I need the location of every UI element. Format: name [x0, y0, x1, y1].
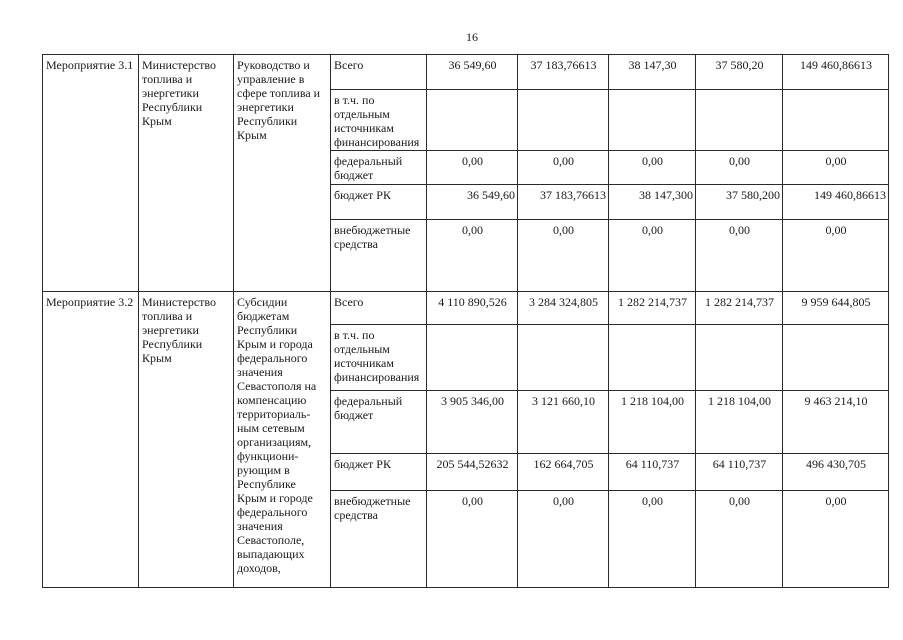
description-cell: Руководство и управление в сфере топлива и энергетики Республики Крым — [234, 55, 331, 292]
value-cell: 162 664,705 — [518, 454, 609, 491]
value-cell: 0,00 — [783, 151, 889, 185]
value-cell: 149 460,86613 — [783, 185, 889, 220]
value-cell: 0,00 — [609, 491, 696, 588]
value-cell: 0,00 — [696, 220, 783, 292]
table-row — [43, 55, 889, 90]
value-cell: 1 282 214,737 — [609, 292, 696, 325]
value-cell — [696, 90, 783, 151]
value-cell: 0,00 — [427, 151, 518, 185]
value-cell: 205 544,52632 — [427, 454, 518, 491]
value-cell — [696, 325, 783, 391]
value-cell: 4 110 890,526 — [427, 292, 518, 325]
budget-table — [42, 54, 889, 588]
source-cell: бюджет РК — [331, 454, 427, 491]
value-cell: 0,00 — [783, 491, 889, 588]
executor-cell: Министерство топлива и энергетики Республики Крым — [139, 55, 234, 292]
table-row — [43, 292, 889, 325]
value-cell: 0,00 — [696, 491, 783, 588]
page-number: 16 — [466, 30, 478, 44]
value-cell: 3 121 660,10 — [518, 391, 609, 454]
value-cell: 9 463 214,10 — [783, 391, 889, 454]
value-cell — [427, 90, 518, 151]
value-cell: 64 110,737 — [696, 454, 783, 491]
value-cell: 36 549,60 — [427, 185, 518, 220]
value-cell: 0,00 — [696, 151, 783, 185]
value-cell: 0,00 — [783, 220, 889, 292]
value-cell: 37 183,76613 — [518, 55, 609, 90]
value-cell: 9 959 644,805 — [783, 292, 889, 325]
executor-cell: Министерство топлива и энергетики Республики Крым — [139, 292, 234, 588]
event-cell: Мероприятие 3.2 — [43, 292, 139, 588]
value-cell: 1 282 214,737 — [696, 292, 783, 325]
source-cell: федеральный бюджет — [331, 151, 427, 185]
value-cell: 38 147,300 — [609, 185, 696, 220]
value-cell — [783, 325, 889, 391]
value-cell: 37 580,20 — [696, 55, 783, 90]
value-cell: 0,00 — [427, 220, 518, 292]
value-cell — [518, 90, 609, 151]
value-cell: 0,00 — [427, 491, 518, 588]
value-cell — [783, 90, 889, 151]
value-cell: 149 460,86613 — [783, 55, 889, 90]
value-cell: 0,00 — [518, 151, 609, 185]
value-cell: 0,00 — [518, 491, 609, 588]
source-cell: в т.ч. по отдельным источникам финансирования — [331, 325, 427, 391]
source-cell: Всего — [331, 55, 427, 90]
value-cell — [518, 325, 609, 391]
value-cell: 38 147,30 — [609, 55, 696, 90]
value-cell: 0,00 — [518, 220, 609, 292]
source-cell: внебюджетные средства — [331, 491, 427, 588]
value-cell: 496 430,705 — [783, 454, 889, 491]
source-cell: федеральный бюджет — [331, 391, 427, 454]
source-cell: внебюджетные средства — [331, 220, 427, 292]
value-cell: 3 905 346,00 — [427, 391, 518, 454]
value-cell: 1 218 104,00 — [609, 391, 696, 454]
source-cell: бюджет РК — [331, 185, 427, 220]
source-cell: Всего — [331, 292, 427, 325]
event-cell: Мероприятие 3.1 — [43, 55, 139, 292]
value-cell — [427, 325, 518, 391]
value-cell: 37 183,76613 — [518, 185, 609, 220]
description-cell: Субсидии бюджетам Республики Крым и города федерального значения Севастополя на компенсацию территориаль-ным сетевым организациям, функциони-рующим в Республике Крым и городе федерального значения Севастополе, выпадающих доходов, — [234, 292, 331, 588]
value-cell: 1 218 104,00 — [696, 391, 783, 454]
source-cell: в т.ч. по отдельным источникам финансирования — [331, 90, 427, 151]
value-cell: 37 580,200 — [696, 185, 783, 220]
value-cell: 64 110,737 — [609, 454, 696, 491]
value-cell — [609, 90, 696, 151]
value-cell: 0,00 — [609, 220, 696, 292]
value-cell: 36 549,60 — [427, 55, 518, 90]
value-cell: 0,00 — [609, 151, 696, 185]
value-cell: 3 284 324,805 — [518, 292, 609, 325]
value-cell — [609, 325, 696, 391]
